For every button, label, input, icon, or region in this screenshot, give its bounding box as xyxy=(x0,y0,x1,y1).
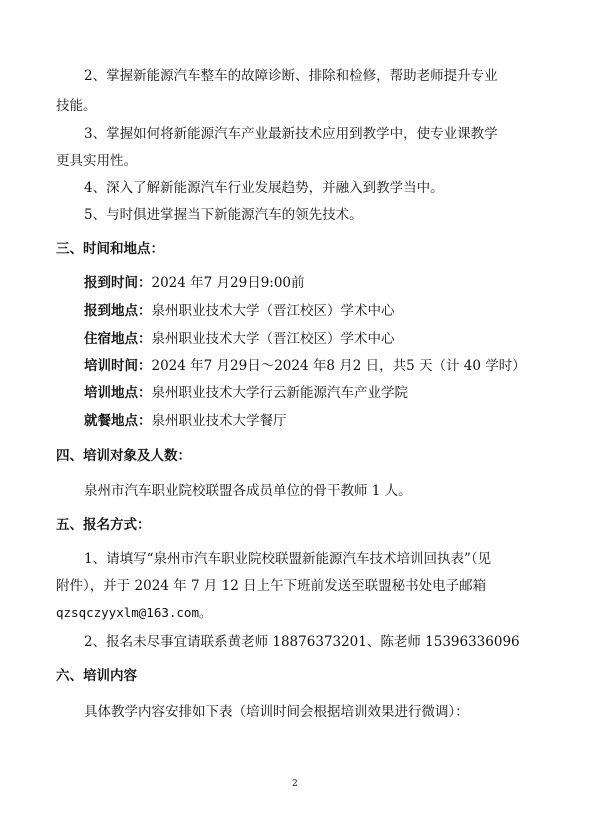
info-row-lodging-place xyxy=(84,329,395,349)
goal-2-line-1: 2、掌握新能源汽车整车的故障诊断、排除和检修，帮助老师提升专业 xyxy=(84,68,498,84)
info-value: 2024 年7 月29日～2024 年8 月2 日，共5 天（计 40 学时） xyxy=(151,358,526,374)
info-value: 泉州职业技术大学行云新能源汽车产业学院 xyxy=(151,385,408,401)
info-row-report-time xyxy=(84,273,305,293)
section-4-heading: 四、培训对象及人数： xyxy=(56,448,191,464)
info-value: 泉州职业技术大学（晋江校区）学术中心 xyxy=(151,331,395,347)
goal-2-line-2: 技能。 xyxy=(56,98,97,114)
section-5-p1-line-2: 附件），并于 2024 年 7 月 12 日上午下班前发送至联盟秘书处电子邮箱 xyxy=(56,578,487,594)
info-row-report-place xyxy=(84,301,395,321)
info-label: 培训时间： xyxy=(84,358,152,374)
section-3-heading: 三、时间和地点： xyxy=(56,241,164,257)
info-label: 住宿地点： xyxy=(84,331,152,347)
section-5-p1-line-1: 1、请填写“泉州市汽车职业院校联盟新能源汽车技术培训回执表”（见 xyxy=(84,551,492,567)
section-4-text: 泉州市汽车职业院校联盟各成员单位的骨干教师 1 人。 xyxy=(84,483,412,499)
info-row-dining-place xyxy=(84,411,287,431)
info-row-training-time xyxy=(84,356,526,376)
goal-4: 4、深入了解新能源汽车行业发展趋势，并融入到教学当中。 xyxy=(84,180,444,196)
info-label: 培训地点： xyxy=(84,385,152,401)
section-6-heading: 六、培训内容 xyxy=(56,668,137,684)
goal-3-line-1: 3、掌握如何将新能源汽车产业最新技术应用到教学中，使专业课教学 xyxy=(84,126,498,142)
goal-5: 5、与时俱进掌握当下新能源汽车的领先技术。 xyxy=(84,207,363,223)
info-value: 2024 年7 月29日9:00前 xyxy=(151,275,305,291)
info-row-training-place xyxy=(84,383,408,403)
section-5-email: qzsqczyyxlm@163.com。 xyxy=(56,605,212,620)
page-number: 2 xyxy=(292,779,298,789)
info-label: 就餐地点： xyxy=(84,413,152,429)
section-6-text: 具体教学内容安排如下表（培训时间会根据培训效果进行微调）： xyxy=(84,704,469,720)
goal-3-line-2: 更具实用性。 xyxy=(56,153,137,169)
info-label: 报到时间： xyxy=(84,275,152,291)
section-5-heading: 五、报名方式： xyxy=(56,517,151,533)
info-value: 泉州职业技术大学餐厅 xyxy=(151,413,287,429)
info-label: 报到地点： xyxy=(84,303,152,319)
info-value: 泉州职业技术大学（晋江校区）学术中心 xyxy=(151,303,395,319)
section-5-p2: 2、报名未尽事宜请联系黄老师 18876373201、陈老师 15396336096 xyxy=(84,634,520,650)
